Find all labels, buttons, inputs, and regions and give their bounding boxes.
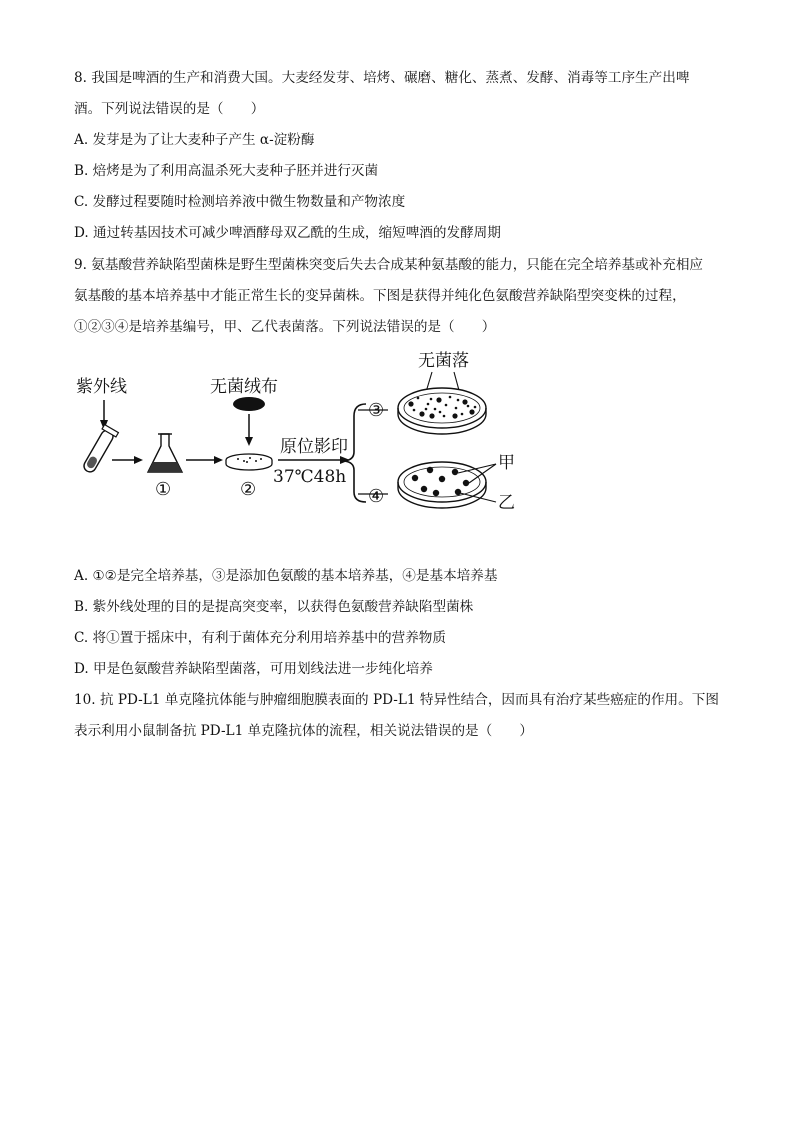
q9-option-c: C. 将①置于摇床中，有利于菌体充分利用培养基中的营养物质 xyxy=(74,630,446,646)
uv-label: 紫外线 xyxy=(76,377,127,397)
q9-option-d: D. 甲是色氨酸营养缺陷型菌落，可用划线法进一步纯化培养 xyxy=(74,661,433,677)
replica-label: 原位影印 xyxy=(280,437,348,457)
flask-icon xyxy=(148,434,182,472)
q9-option-b: B. 紫外线处理的目的是提高突变率，以获得色氨酸营养缺陷型菌株 xyxy=(74,599,474,615)
num-4: ④ xyxy=(368,486,385,507)
label-jia: 甲 xyxy=(498,453,515,473)
q8-stem-line1: 8. 我国是啤酒的生产和消费大国。大麦经发芽、培烤、碾磨、糖化、蒸煮、发酵、消毒等工序生产出啤 xyxy=(74,70,690,86)
q9-stem-line1: 9. 氨基酸营养缺陷型菌株是野生型菌株突变后失去合成某种氨基酸的能力，只能在完全培养基或补充相应 xyxy=(74,257,704,273)
q8-stem-line2: 酒。下列说法错误的是（ ） xyxy=(74,101,265,117)
q10-stem-line2: 表示利用小鼠制备抗 PD-L1 单克隆抗体的流程，相关说法错误的是（ ） xyxy=(74,723,534,739)
no-colony-label: 无菌落 xyxy=(418,351,469,371)
q8-option-c: C. 发酵过程要随时检测培养液中微生物数量和产物浓度 xyxy=(74,194,406,210)
velvet-pad-icon xyxy=(233,397,265,411)
velvet-arrow-head xyxy=(245,437,253,446)
num-1: ① xyxy=(155,479,172,500)
q8-option-b: B. 焙烤是为了利用高温杀死大麦种子胚并进行灭菌 xyxy=(74,163,379,179)
q9-stem-line3: ①②③④是培养基编号，甲、乙代表菌落。下列说法错误的是（ ） xyxy=(74,319,496,335)
q8-option-d: D. 通过转基因技术可减少啤酒酵母双乙酰的生成，缩短啤酒的发酵周期 xyxy=(74,225,501,241)
q9-option-a: A. ①②是完全培养基，③是添加色氨酸的基本培养基，④是基本培养基 xyxy=(74,568,498,584)
condition-label: 37℃48h xyxy=(273,467,347,487)
num-3: ③ xyxy=(368,400,385,421)
plate-2-icon xyxy=(226,454,272,470)
q10-stem-line1: 10. 抗 PD-L1 单克隆抗体能与肿瘤细胞膜表面的 PD-L1 特异性结合，因而具有治疗某些癌症的作用。下图 xyxy=(74,692,719,708)
plate-4-icon xyxy=(398,462,486,508)
q8-option-a: A. 发芽是为了让大麦种子产生 α-淀粉酶 xyxy=(74,132,315,148)
label-yi: 乙 xyxy=(498,493,515,513)
velvet-label: 无菌绒布 xyxy=(210,377,278,397)
mutant-screening-diagram xyxy=(70,342,530,532)
q9-stem-line2: 氨基酸的基本培养基中才能正常生长的变异菌株。下图是获得并纯化色氨酸营养缺陷型突变株的过程， xyxy=(74,288,686,304)
arrow-1-head xyxy=(134,456,143,464)
plate-3-icon xyxy=(398,388,486,434)
num-2: ② xyxy=(240,479,257,500)
test-tube-icon xyxy=(80,425,118,475)
arrow-2-head xyxy=(214,456,223,464)
